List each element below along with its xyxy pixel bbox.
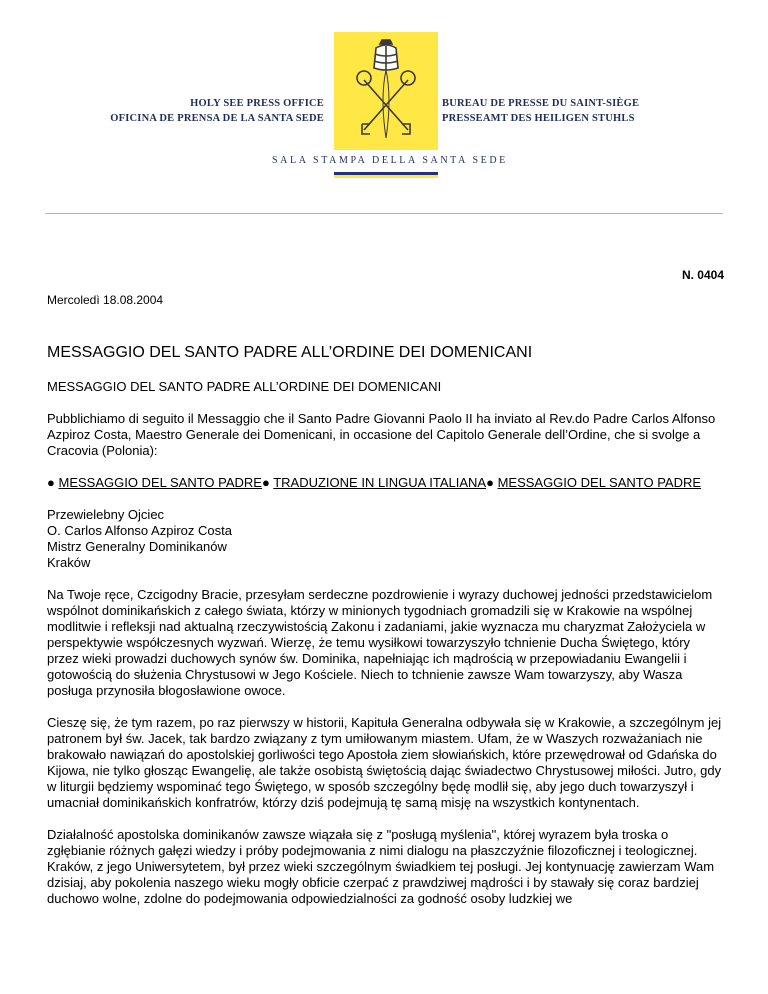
body-paragraph: Działalność apostolska dominikanów zawsze wiązała się z "posługą myślenia", której wyrazem była troska o zgłębianie różnych gałęzi wiedzy i próby podejmowania z nimi dialogu na płaszczyźnie filozoficznej i teologicznej. Kraków, z jego Uniwersytetem, był przez wieki szczególnym świadkiem tej posługi. Jej kontynuację zawierzam Wam dzisiaj, aby pokolenia naszego wieku mogły obficie czerpać z prawdziwej mądrości i by stawały się coraz bardziej duchowo wolne, zdolne do podejmowania odpowiedzialności za godność osoby ludzkiej we [47,827,715,906]
bullet-icon: ● [486,475,494,490]
link-message-second[interactable]: MESSAGGIO DEL SANTO PADRE [497,475,702,490]
press-office-name-de: PRESSEAMT DES HEILIGEN STUHLS [442,113,635,124]
link-message-original[interactable]: MESSAGGIO DEL SANTO PADRE [58,475,262,490]
header-divider [45,213,723,214]
address-line: Kraków [47,555,91,570]
page-title: MESSAGGIO DEL SANTO PADRE ALL’ORDINE DEI DOMENICANI [47,344,533,361]
address-line: Mistrz Generalny Dominikanów [47,539,227,554]
language-links [47,475,723,491]
bulletin-date: Mercoledì 18.08.2004 [47,293,164,307]
press-office-name-fr: BUREAU DE PRESSE DU SAINT-SIÈGE [442,98,640,109]
press-office-name-es: OFICINA DE PRENSA DE LA SANTA SEDE [110,113,324,124]
intro-paragraph: Pubblichiamo di seguito il Messaggio che il Santo Padre Giovanni Paolo II ha inviato al Rev.do Padre Carlos Alfonso Azpiroz Costa, Maestro Generale dei Domenicani, in occasione del Capitolo Generale dell’Ordine, che si svolge a Cracovia (Polonia): [47,411,716,458]
bulletin-content [47,343,723,923]
body-paragraph: Cieszę się, że tym razem, po raz pierwszy w historii, Kapituła Generalna odbywała się w Krakowie, a szczególnym jej patronem był św. Jacek, tak bardzo związany z tym umiłowanym miastem. Ufam, że w Waszych rozważaniach nie brakowało nawiązań do apostolskiej gorliwości tego Apostoła ziem słowiańskich, które przewędrował od Gdańska do Kijowa, nie tylko głosząc Ewangelię, ale także osobistą świętością dając świadectwo Chrystusowej miłości. Jutro, gdy w liturgii będziemy wspominać tego Świętego, w sposób szczególny będę modlił się, aby jego duch towarzyszył i umacniał dominikańskich konfratrów, którzy dziś podejmują tę samą misję na wszystkich kontynentach. [47,715,722,810]
address-line: Przewielebny Ojciec [47,507,165,522]
masthead [0,0,768,215]
bullet-icon: ● [261,475,270,490]
link-italian-translation[interactable]: TRADUZIONE IN LINGUA ITALIANA [273,475,487,490]
address-line: O. Carlos Alfonso Azpiroz Costa [47,523,232,538]
bulletin-number: N. 0404 [681,268,724,282]
body-paragraph: Na Twoje ręce, Czcigodny Bracie, przesyłam serdeczne pozdrowienie i wyrazy duchowej jedności przedstawicielom wspólnot dominikańskich z całego świata, którzy w minionych tygodniach gromadzili się w Krakowie na wspólnej modlitwie i refleksji nad aktualną rzeczywistością Zakonu i zadaniami, jakie wyznacza mu charyzmat Założyciela w perspektywie współczesnych wyzwań. Wierzę, że temu wysiłkowi towarzyszyło tchnienie Ducha Świętego, który przez wieki prowadzi duchowych synów św. Dominika, napełniając ich mądrością w przepowiadaniu Ewangelii i gotowością do służenia Chrystusowi w Jego Kościele. Niech to tchnienie zawsze Wam towarzyszy, aby Wasza posługa przynosiła błogosławione owoce. [47,587,713,698]
bullet-icon: ● [47,475,55,490]
header-stripe-yellow [334,175,438,178]
subtitle: MESSAGGIO DEL SANTO PADRE ALL’ORDINE DEI DOMENICANI [47,379,442,394]
papal-keys-emblem-icon [350,38,422,146]
press-office-name-en: HOLY SEE PRESS OFFICE [190,98,324,109]
address-block [47,507,723,571]
sala-stampa-title: SALA STAMPA DELLA SANTA SEDE [272,155,508,166]
